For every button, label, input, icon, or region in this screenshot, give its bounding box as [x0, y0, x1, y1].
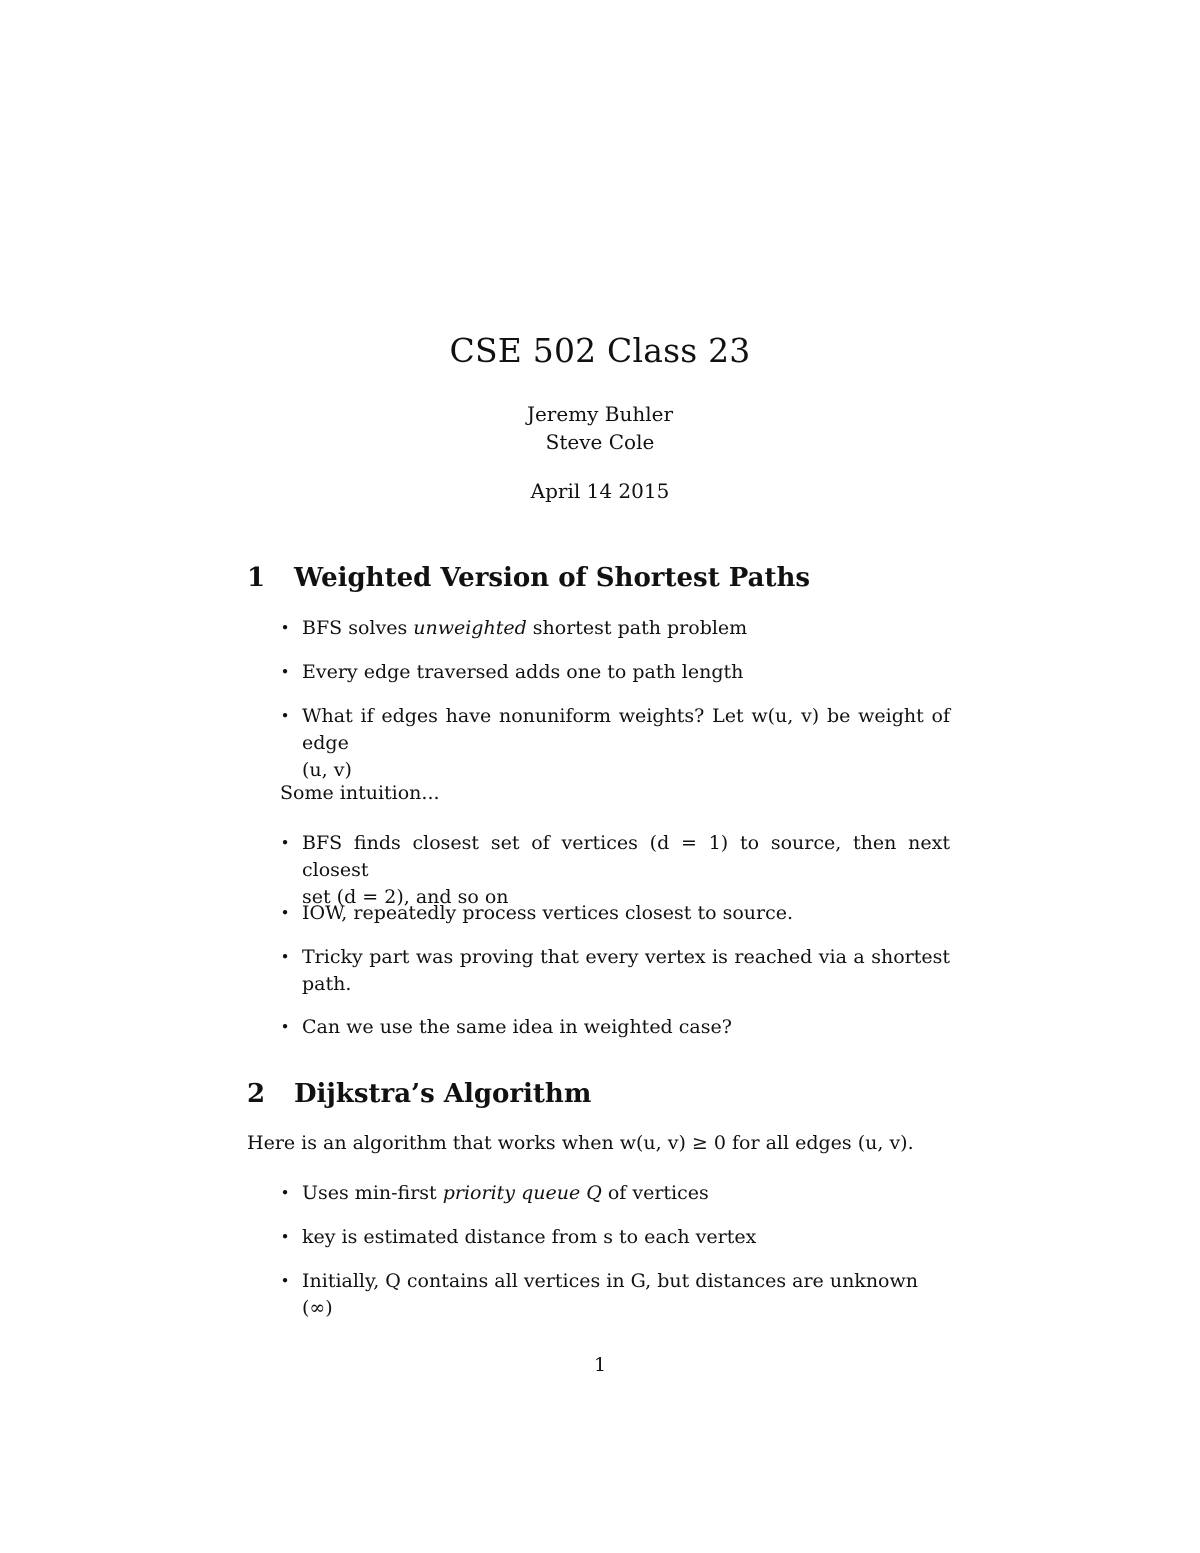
- section-heading: [247, 561, 810, 595]
- list-item-text: Initially, Q contains all vertices in G, but distances are unknown (∞): [302, 1270, 918, 1319]
- list-item-text: What if edges have nonuniform weights? Let w(u, v) be weight of edge (u, v): [302, 705, 950, 781]
- bullet-icon: •: [280, 707, 290, 725]
- bullet-icon: •: [280, 663, 290, 681]
- list-item-text: Can we use the same idea in weighted case?: [302, 1016, 732, 1038]
- list-item-text: key is estimated distance from s to each vertex: [302, 1226, 757, 1248]
- list-item-text: IOW, repeatedly process vertices closest to source.: [302, 902, 794, 924]
- author-name: Steve Cole: [545, 430, 655, 454]
- paragraph: Some intuition...: [280, 782, 440, 804]
- bullet-icon: •: [280, 1184, 290, 1202]
- list-item-text: BFS solves unweighted shortest path problem: [302, 617, 748, 639]
- author-name: Jeremy Buhler: [526, 402, 674, 426]
- bullet-icon: •: [280, 619, 290, 637]
- section-number: 1: [247, 563, 266, 593]
- section-title: Dijkstra’s Algorithm: [294, 1079, 592, 1109]
- paragraph: Here is an algorithm that works when w(u, v) ≥ 0 for all edges (u, v).: [247, 1132, 914, 1154]
- list-item-text: BFS finds closest set of vertices (d = 1) to source, then next closest set (d = 2), and so on: [302, 832, 950, 908]
- bullet-icon: •: [280, 1018, 290, 1036]
- list-item-text: Uses min-first priority queue Q of vertices: [302, 1182, 709, 1204]
- bullet-icon: •: [280, 834, 290, 852]
- page-number: 1: [593, 1354, 607, 1376]
- section-title: Weighted Version of Shortest Paths: [294, 563, 811, 593]
- section-number: 2: [247, 1079, 266, 1109]
- document-date: April 14 2015: [530, 479, 670, 503]
- page-title: CSE 502 Class 23: [449, 331, 751, 370]
- bullet-icon: •: [280, 1272, 290, 1290]
- bullet-icon: •: [280, 904, 290, 922]
- bullet-icon: •: [280, 948, 290, 966]
- list-item-text: Tricky part was proving that every vertex is reached via a shortest path.: [302, 946, 950, 995]
- bullet-icon: •: [280, 1228, 290, 1246]
- section-heading: [247, 1077, 591, 1111]
- list-item-text: Every edge traversed adds one to path length: [302, 661, 744, 683]
